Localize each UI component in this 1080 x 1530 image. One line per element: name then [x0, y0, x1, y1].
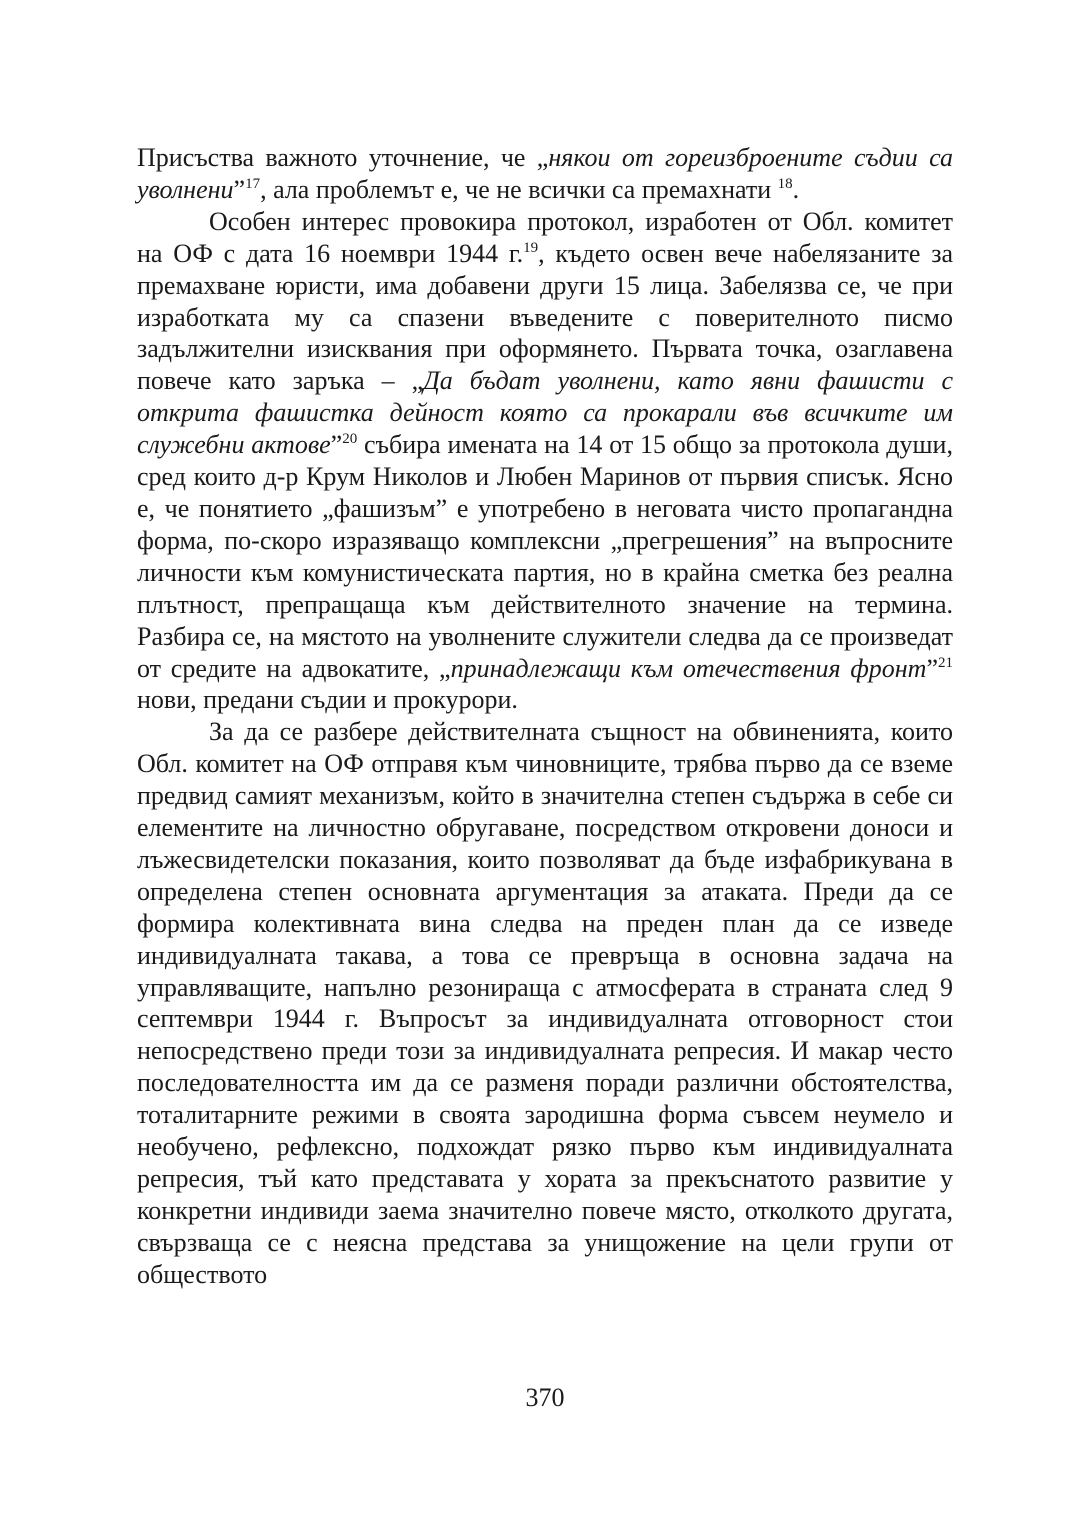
body-text — [137, 142, 953, 1291]
paragraph-3: За да се разбере действителната същност на обвиненията, които Обл. комитет на ОФ отправя към чиновниците, трябва първо да се вземе предвид самият механизъм, който в значителна степен съдържа в себе си елементите на личностно обругаване, посредством откровени доноси и лъжесвидетелски показания, които позволяват да бъде изфабрикувана в определена степен основната аргументация за атаката. Преди да се формира колективната вина следва на преден план да се изведе индивидуалната такава, а това се превръща в основна задача на управляващите, напълно резониращa с атмосферата в страната след 9 септември 1944 г. Въпросът за индивидуалната отговорност стои непосредствено преди този за индивидуалната репресия. И макар често последователността им да се разменя поради различни обстоятелства, тоталитарните режими в своята зародишна форма съвсем неумело и необучено, рефлексно, подхождат рязко първо към индивидуалната репресия, тъй като представата у хората за прекъснатото развитие у конкретни индивиди заема значително повече място, отколкото другата, свързваща се с неясна представа за унищожение на цели групи от обществото — [137, 717, 953, 1289]
text-run: ” — [926, 653, 939, 683]
footnote-ref: 21 — [938, 654, 954, 671]
text-run: Присъства важното уточнение, че „ — [137, 143, 549, 172]
footnote-ref: 17 — [245, 175, 261, 192]
text-run: Особен интерес провокира протокол, изработен от Обл. комитет на ОФ с дата 16 ноември 1944 г. — [137, 206, 953, 268]
footnote-ref: 19 — [523, 239, 539, 256]
text-run: , ала проблемът е, че не всички са премахнати — [260, 174, 778, 204]
footnote-ref: 20 — [342, 431, 358, 448]
text-run: , където освен вече набелязаните за премахване юристи, има добавени други 15 лица. Забелязва се, че при изработката му са спазени въведените с поверителното писмо задължителни изисквания при оформянето. Първата точка, озаглавена повече като заръка – „ — [137, 238, 953, 396]
text-run: нови, предани съдии и прокурори. — [137, 685, 518, 715]
text-run: . — [792, 174, 800, 204]
quotation-italic: някои от гореизброените съдии са уволнени — [137, 143, 953, 204]
quotation-italic: принадлежащи към отечествения фронт — [450, 653, 927, 683]
quotation-italic: Да бъдат уволнени, като явни фашисти с открита фашистка дейност която са прокарали във всичките им служебни актове — [137, 366, 953, 460]
paragraph-1 — [137, 142, 953, 206]
paragraph-2 — [137, 206, 953, 717]
text-run: събира имената на 14 от 15 общо за протокола души, сред които д-р Крум Николов и Любен Маринов от първия списък. Ясно е, че понятието „фашизъм” е употребено в неговата чисто пропагандна форма, по-скоро изразяващо комплексни „прегрешения” на въпросните личности към комунистическата партия, но в крайна сметка без реална плътност, препращаща към действителното значение на термина. Разбира се, на мястото на уволнените служители следва да се произведат от средите на адвокатите, „ — [137, 430, 953, 683]
footnote-ref: 18 — [777, 175, 793, 192]
text-run: ” — [330, 430, 343, 460]
page-number: 370 — [525, 1383, 565, 1412]
text-run: ” — [233, 174, 246, 204]
